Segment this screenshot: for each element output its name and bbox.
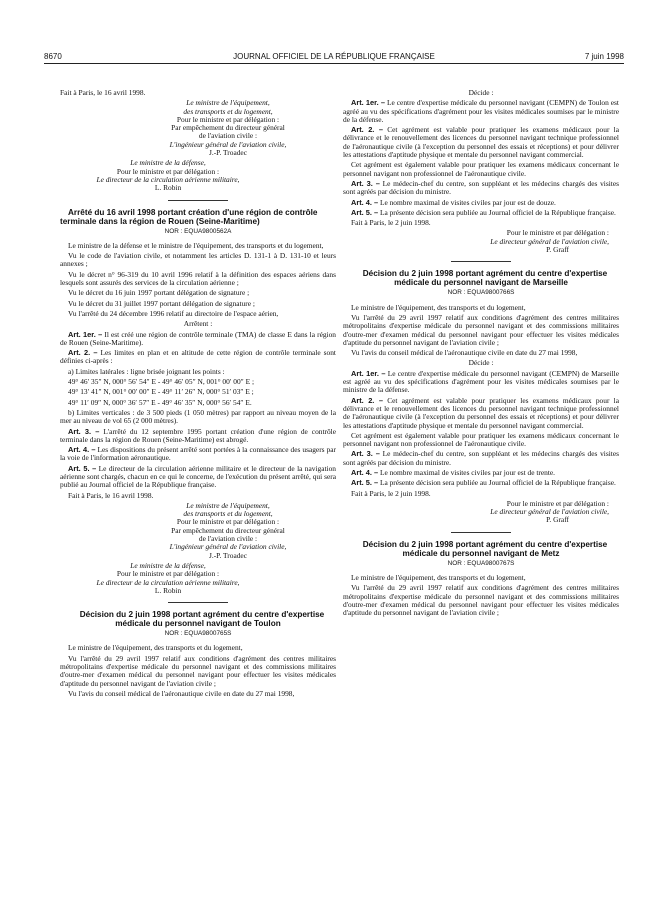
signatory-name: J.-P. Troadec [209,550,247,560]
vu-clause: Vu le code de l'aviation civile, et notamment les articles D. 131-1 à D. 131-10 et leurs annexes ; [60,251,336,269]
article-text: Les dispositions du présent arrêté sont portées à la connaissance des usagers par la voie de l'information aéronautique. [60,445,337,463]
vu-clause: Vu l'arrêté du 24 décembre 1996 relatif au directoire de l'espace aérien, [68,308,279,318]
signature-line: Pour le ministre et par délégation : [506,498,609,508]
article-4 [343,199,619,207]
arrete-title: Arrêté du 16 avril 1998 portant création d'une région de contrôle terminale dans la région de Rouen (Seine-Maritime) [60,207,318,226]
signature-line: des transports et du logement, [183,106,273,116]
signature-line: Pour le ministre et par délégation : [176,114,280,124]
signature-block [60,562,336,595]
signatory-name: L. Robin [154,585,182,595]
article-label: Art. 4. – [351,197,379,207]
signature-line: L'ingénieur général de l'aviation civile, [169,542,287,552]
signature-line: Le ministre de l'équipement, [186,500,270,510]
signature-line: Par empêchement du directeur général [171,123,285,133]
article-5 [343,209,619,217]
signature-line: Par empêchement du directeur général [171,525,285,535]
article-text: Cet agrément est également valable pour pratiquer les examens médicaux concernant le personnel navigant non professionnel de l'aéronautique civile. [343,430,619,449]
article-label: Art. 5. – [68,463,97,473]
article-1 [343,99,619,124]
signatory-name: L. Robin [154,183,182,193]
article-text: Le nombre maximal de visites civiles par jour est de douze. [379,197,556,207]
signature-line: Le directeur général de l'aviation civile, [490,236,609,246]
decision-title: Décision du 2 juin 1998 portant agrément du centre d'expertise médicale du personnel navigant de Toulon [79,610,325,629]
article-text: La présente décision sera publiée au Journal officiel de la République française. [379,207,616,217]
preamble: Le ministre de la défense et le ministre de l'équipement, des transports et du logement, [68,240,324,250]
lateral-limits: a) Limites latérales : ligne brisée joignant les points : [68,366,225,376]
decide-heading: Décide : [468,358,494,368]
signatory-name: P. Graff [546,245,569,255]
article-text: Les limites en plan et en altitude de cette région de contrôle terminale sont définies ci-après : [60,348,336,366]
coordinate-line: 49° 11′ 09″ N, 000° 36′ 57″ E - 49° 46′ 35″ N, 000° 56′ 54″ E. [68,397,252,407]
article-text: Cet agrément est valable pour pratiquer les examens médicaux pour la délivrance et le renouvellement des licences du personnel navigant technique professionnel de l'aéronautique civile (à l'exception du personnel des essais et réceptions) et pour délivrer les attestations d'aptitude physique et mentale du personnel navigant commercial. [343,395,619,430]
article-label: Art. 5. – [351,207,379,217]
coordinate-line: 49° 13′ 41″ N, 001° 00′ 00″ E - 49° 11′ 26″ N, 000° 51′ 03″ E ; [68,387,254,397]
signature-line: Pour le ministre et par délégation : [116,569,220,579]
signature-line: L'ingénieur général de l'aviation civile, [169,139,287,149]
article-3 [60,428,336,445]
signature-line: Pour le ministre et par délégation : [506,228,609,238]
nor-reference: NOR : EQUA9800767S [447,559,515,567]
signature-line: de l'aviation civile : [198,131,258,141]
left-column [60,89,336,700]
article-text: Le médecin-chef du centre, son suppléant et les médecins chargés des visites sont agréés par décision du ministre. [343,449,619,467]
article-label: Art. 1er. – [351,368,386,378]
section-divider [168,602,228,603]
signature-block [60,159,336,192]
article-label: Art. 2. – [351,395,383,405]
issue-date: 7 juin 1998 [584,52,624,61]
signature-line: Le ministre de la défense, [130,158,206,168]
article-1 [343,370,619,395]
fait-line: Fait à Paris, le 2 juin 1998. [351,488,431,498]
article-2 [60,349,336,366]
article-label: Art. 3. – [68,426,100,436]
article-3 [343,180,619,197]
right-column [343,89,619,620]
article-label: Art. 2. – [68,348,98,358]
nor-reference: NOR : EQUA9800765S [164,630,232,638]
article-2 [343,126,619,159]
article-text: Cet agrément est également valable pour pratiquer les examens médicaux concernant le personnel navigant non professionnel de l'aéronautique civile. [343,160,619,178]
section-divider [451,261,511,262]
preamble: Le ministre de l'équipement, des transports et du logement, [68,643,243,653]
article-5 [343,479,619,487]
signature-line: Le ministre de l'équipement, [186,98,270,108]
signature-line: Pour le ministre et par délégation : [176,517,280,527]
signature-line: de l'aviation civile : [198,534,258,544]
vu-clause: Vu l'avis du conseil médical de l'aéronautique civile en date du 27 mai 1998, [68,688,295,698]
vertical-limits: b) Limites verticales : de 3 500 pieds (1 050 mètres) par rapport au niveau moyen de la mer au niveau de vol 65 (2 000 mètres). [60,407,336,426]
article-text: L'arrêté du 12 septembre 1995 portant création d'une région de contrôle terminale dans la région de Rouen (Seine-Maritime) est abrogé. [60,426,337,444]
nor-reference: NOR : EQUA9800766S [447,289,515,297]
article-text: Le directeur de la circulation aérienne militaire et le directeur de la navigation aérienne sont chargés, chacun en ce qui le concerne, de l'exécution du présent arrêté, qui sera publié au Journal officiel de la République française. [60,463,337,490]
signatory-name: J.-P. Troadec [209,148,247,158]
signature-block [343,500,619,525]
article-label: Art. 3. – [351,449,380,459]
article-text: Le médecin-chef du centre, son suppléant et les médecins chargés des visites sont agréés par décision du ministre. [343,178,619,197]
article-4 [343,469,619,477]
vu-clause: Vu l'avis du conseil médical de l'aéronautique civile en date du 27 mai 1998, [351,348,578,358]
signature-line: Le directeur général de l'aviation civile, [490,507,609,517]
article-text: Le nombre maximal de visites civiles par jour est de trente. [379,467,556,477]
vu-clause: Vu le décret du 16 juin 1997 portant délégation de signature ; [68,288,250,298]
fait-line: Fait à Paris, le 2 juin 1998. [351,218,431,228]
page-number: 8670 [44,52,62,61]
vu-clause: Vu l'arrêté du 29 avril 1997 relatif aux conditions d'agrément des centres militaires métropolitains d'expertise médicale du personnel navigant et des commissions militaires d'outre-mer d'examen médical du personnel navigant pour effectuer les visites médicales d'aptitude du personnel navigant de l'aviation civile ; [343,312,619,347]
article-2 [343,397,619,430]
vu-clause: Vu l'arrêté du 29 avril 1997 relatif aux conditions d'agrément des centres militaires métropolitains d'expertise médicale du personnel navigant et des commissions militaires d'outre-mer d'examen médical du personnel navigant pour effectuer les visites médicales d'aptitude du personnel navigant de l'aviation civile ; [343,583,619,618]
vu-clause: Vu le décret n° 96-319 du 10 avril 1996 relatif à la définition des espaces aériens dans lesquels sont assurés des services de la circulation aérienne ; [60,269,336,288]
signature-line: Pour le ministre et par délégation : [116,166,220,176]
decision-title: Décision du 2 juin 1998 portant agrément du centre d'expertise médicale du personnel navigant de Metz [362,539,608,558]
article-label: Art. 3. – [351,178,380,188]
nor-reference: NOR : EQUA9800562A [164,227,232,235]
vu-clause: Vu le décret du 31 juillet 1997 portant délégation de signature ; [68,298,255,308]
article-label: Art. 1er. – [351,98,385,108]
article-5 [60,465,336,490]
decide-heading: Décide : [468,88,494,97]
article-label: Art. 5. – [351,478,379,488]
signature-block [343,229,619,254]
signature-line: Le ministre de la défense, [130,560,206,570]
article-4 [60,446,336,463]
vu-clause: Vu l'arrêté du 29 avril 1997 relatif aux conditions d'agrément des centres militaires métropolitains d'expertise médicale du personnel navigant et des commissions militaires d'outre-mer d'examen médical du personnel navigant pour effectuer les visites médicales d'aptitude du personnel navigant de l'aviation civile ; [60,653,336,688]
article-3 [343,450,619,467]
signature-line: Le directeur de la circulation aérienne militaire, [96,577,240,587]
fait-line: Fait à Paris, le 16 avril 1998. [68,490,154,500]
section-divider [451,532,511,533]
article-text: Le centre d'expertise médicale du personnel navigant (CEMPN) de Marseille est agréé au vu des spécifications d'agrément pour les visites médicales soumises par le ministre de la défense. [343,368,619,395]
header-rule [44,63,624,64]
signatory-name: P. Graff [546,515,569,525]
arretent-heading: Arrêtent : [183,319,213,329]
signature-block [60,99,336,157]
article-text: La présente décision sera publiée au Journal officiel de la République française. [379,478,616,488]
article-text: Cet agrément est valable pour pratiquer les examens médicaux pour la délivrance et le renouvellement des licences du personnel navigant technique professionnel de l'aéronautique civile (à l'exception du personnel des essais et réceptions) et pour délivrer les attestations d'aptitude physique et mentale du personnel navigant commercial. [343,125,619,160]
decision-title: Décision du 2 juin 1998 portant agrément du centre d'expertise médicale du personnel navigant de Marseille [362,269,608,288]
signature-line: Le directeur de la circulation aérienne militaire, [96,174,240,184]
article-label: Art. 4. – [68,445,96,455]
article-text: Il est créé une région de contrôle terminale (TMA) de classe E dans la région de Rouen (Seine-Maritime). [60,329,336,347]
article-label: Art. 1er. – [68,329,103,339]
fait-line: Fait à Paris, le 16 avril 1998. [60,88,146,97]
preamble: Le ministre de l'équipement, des transports et du logement, [351,573,526,583]
article-label: Art. 4. – [351,467,379,477]
article-1 [60,331,336,348]
journal-title: JOURNAL OFFICIEL DE LA RÉPUBLIQUE FRANÇAISE [233,52,435,61]
section-divider [168,200,228,201]
coordinate-line: 49° 46′ 35″ N, 000° 56′ 54″ E - 49° 46′ 05″ N, 001° 00′ 00″ E ; [68,377,255,387]
signature-line: des transports et du logement, [183,509,273,519]
preamble: Le ministre de l'équipement, des transports et du logement, [351,302,526,312]
article-text: Le centre d'expertise médicale du personnel navigant (CEMPN) de Toulon est agréé au vu des spécifications d'agrément pour les visites médicales soumises par le ministre de la défense. [343,98,619,124]
signature-block [60,502,336,560]
article-label: Art. 2. – [351,125,383,135]
